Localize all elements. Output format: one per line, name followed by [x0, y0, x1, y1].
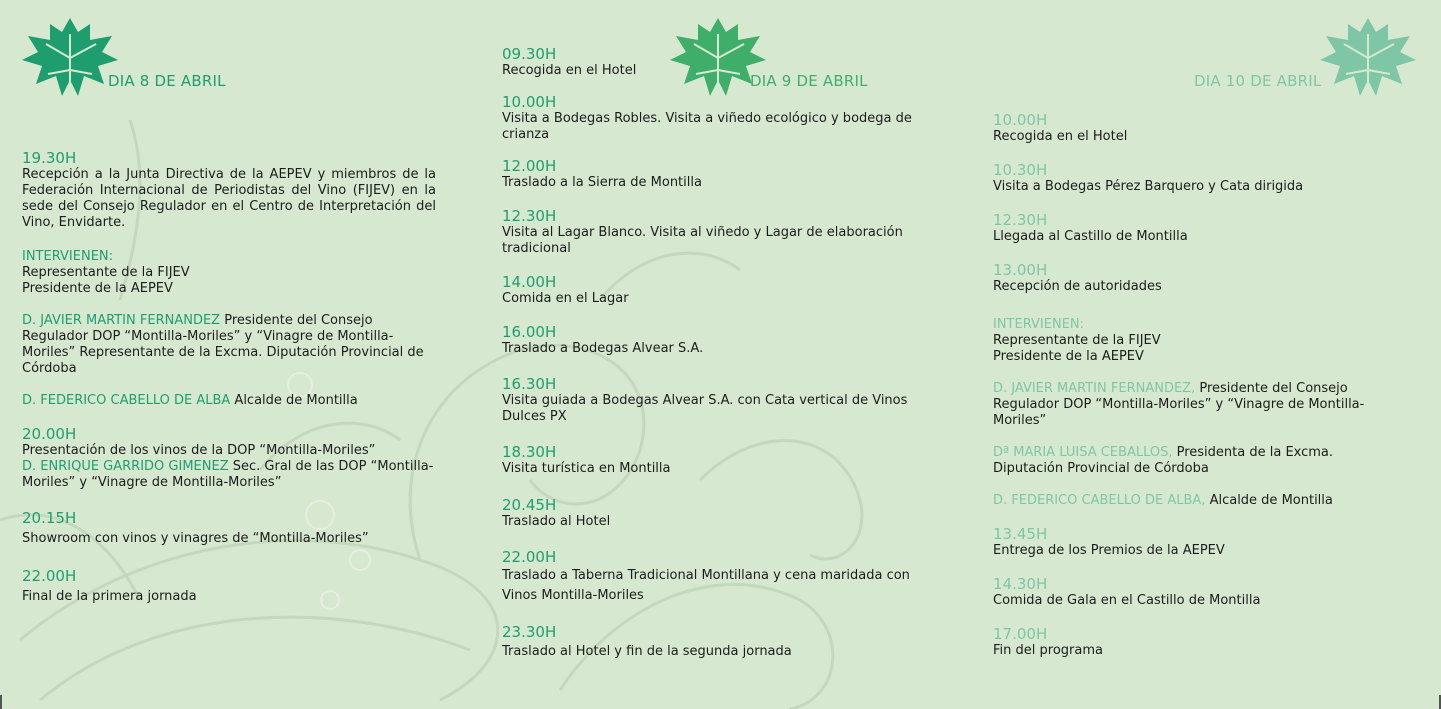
event-description: Traslado al Hotel y fin de la segunda jornada [502, 644, 792, 659]
speaker-entry [993, 445, 1383, 477]
event-time: 23.30H [502, 623, 557, 641]
speaker-line: Representante de la FIJEV [22, 265, 190, 280]
event-time: 16.00H [502, 323, 557, 341]
day-3-schedule [993, 112, 1383, 659]
vine-leaf-icon [20, 14, 120, 100]
event [22, 150, 436, 231]
crop-mark [0, 695, 16, 709]
event-description: Visita guiada a Bodegas Alvear S.A. con Cata vertical de Vinos Dulces PX [502, 393, 908, 424]
intervienen-heading: INTERVIENEN: [22, 249, 114, 264]
event-time: 09.30H [502, 45, 557, 63]
speaker-role: Sec. Gral de las DOP “Montilla-Moriles” y “Vinagre de Montilla-Moriles” [22, 459, 434, 490]
event-description: Final de la primera jornada [22, 589, 197, 604]
event [993, 262, 1383, 295]
speaker-entry [22, 459, 436, 491]
speaker-role: Presidente del Consejo Regulador DOP “Montilla-Moriles” y “Vinagre de Montilla-Moriles” [993, 381, 1365, 428]
event [502, 46, 928, 79]
event [22, 426, 436, 491]
speaker-role: Presidenta de la Excma. Diputación Provincial de Córdoba [993, 445, 1334, 476]
event-description: Fin del programa [993, 643, 1103, 658]
event-time: 20.45H [502, 496, 557, 514]
speaker-entry [22, 313, 436, 377]
event [502, 497, 928, 530]
event [993, 576, 1383, 609]
event-description: Comida en el Lagar [502, 291, 629, 306]
event-description: Traslado a Taberna Tradicional Montillana y cena maridada con Vinos Montilla-Moriles [502, 568, 910, 603]
day-2-title: DIA 9 DE ABRIL [750, 72, 868, 90]
crop-mark [1425, 695, 1441, 709]
event-description: Traslado a Bodegas Alvear S.A. [502, 341, 704, 356]
event-description: Recepción a la Junta Directiva de la AEPEV y miembros de la Federación Internacional de Periodistas del Vino (FIJEV) en la sede del Consejo Regulador en el Centro de Interpretación del Vino, Envidarte. [22, 167, 436, 230]
event [502, 624, 928, 660]
event-time: 16.30H [502, 375, 557, 393]
event [993, 626, 1383, 659]
speaker-entry [993, 493, 1383, 509]
event [993, 112, 1383, 145]
event-description: Comida de Gala en el Castillo de Montilla [993, 593, 1261, 608]
speaker-line: Presidente de la AEPEV [22, 281, 173, 296]
event-description: Traslado al Hotel [502, 514, 611, 529]
event [993, 526, 1383, 559]
speaker-line: Presidente de la AEPEV [993, 349, 1144, 364]
event-description: Recogida en el Hotel [502, 63, 637, 78]
event-time: 14.30H [993, 575, 1048, 593]
speaker-name: D. FEDERICO CABELLO DE ALBA, [993, 493, 1206, 508]
event-description: Llegada al Castillo de Montilla [993, 229, 1188, 244]
event-time: 18.30H [502, 443, 557, 461]
speaker-name: D. FEDERICO CABELLO DE ALBA [22, 393, 231, 408]
event [502, 376, 928, 425]
speaker-entry [22, 393, 436, 409]
event-time: 19.30H [22, 149, 77, 167]
day-3-title: DIA 10 DE ABRIL [1194, 72, 1322, 90]
day-1-title: DIA 8 DE ABRIL [108, 72, 226, 90]
event-description: Visita turística en Montilla [502, 461, 671, 476]
event-time: 10.00H [502, 93, 557, 111]
event [502, 208, 928, 257]
event [502, 158, 928, 191]
event-time: 20.00H [22, 425, 77, 443]
event-description: Presentación de los vinos de la DOP “Montilla-Moriles” [22, 443, 376, 458]
event-time: 10.00H [993, 111, 1048, 129]
event-time: 20.15H [22, 509, 77, 527]
event [993, 162, 1383, 195]
speaker-name: D. ENRIQUE GARRIDO GIMENEZ [22, 459, 229, 474]
speaker-name: D. JAVIER MARTIN FERNANDEZ [22, 313, 221, 328]
event-time: 22.00H [502, 548, 557, 566]
vine-leaf-icon [1318, 14, 1418, 100]
event-time: 13.00H [993, 261, 1048, 279]
event-time: 13.45H [993, 525, 1048, 543]
event-description: Visita a Bodegas Pérez Barquero y Cata dirigida [993, 179, 1304, 194]
speakers-block [22, 249, 436, 297]
event-description: Entrega de los Premios de la AEPEV [993, 543, 1225, 558]
event-description: Visita a Bodegas Robles. Visita a viñedo ecológico y bodega de crianza [502, 111, 912, 142]
event [502, 324, 928, 357]
event-time: 14.00H [502, 273, 557, 291]
event-time: 12.30H [502, 207, 557, 225]
speaker-name: Dª MARIA LUISA CEBALLOS, [993, 445, 1173, 460]
event [993, 212, 1383, 245]
speaker-entry [993, 381, 1383, 429]
day-1-schedule [22, 150, 436, 605]
event [502, 274, 928, 307]
event-time: 10.30H [993, 161, 1048, 179]
event-description: Visita al Lagar Blanco. Visita al viñedo y Lagar de elaboración tradicional [502, 225, 903, 256]
intervienen-heading: INTERVIENEN: [993, 317, 1085, 332]
event [502, 94, 928, 143]
day-2-schedule [502, 46, 928, 660]
event [22, 510, 436, 547]
event-description: Recogida en el Hotel [993, 129, 1128, 144]
event [502, 549, 928, 606]
event [22, 568, 436, 605]
event-time: 17.00H [993, 625, 1048, 643]
speaker-name: D. JAVIER MARTIN FERNANDEZ, [993, 381, 1196, 396]
event [502, 444, 928, 477]
speaker-role: Alcalde de Montilla [1205, 493, 1333, 508]
event-time: 22.00H [22, 567, 77, 585]
speaker-role: Presidente del Consejo Regulador DOP “Montilla-Moriles” y “Vinagre de Montilla-Moriles” Representante de la Excma. Diputación Provincial de Córdoba [22, 313, 424, 376]
speakers-block [993, 317, 1383, 365]
speaker-line: Representante de la FIJEV [993, 333, 1161, 348]
speaker-role: Alcalde de Montilla [230, 393, 358, 408]
event-time: 12.00H [502, 157, 557, 175]
event-time: 12.30H [993, 211, 1048, 229]
event-description: Showroom con vinos y vinagres de “Montilla-Moriles” [22, 531, 369, 546]
event-description: Recepción de autoridades [993, 279, 1162, 294]
event-description: Traslado a la Sierra de Montilla [502, 175, 702, 190]
